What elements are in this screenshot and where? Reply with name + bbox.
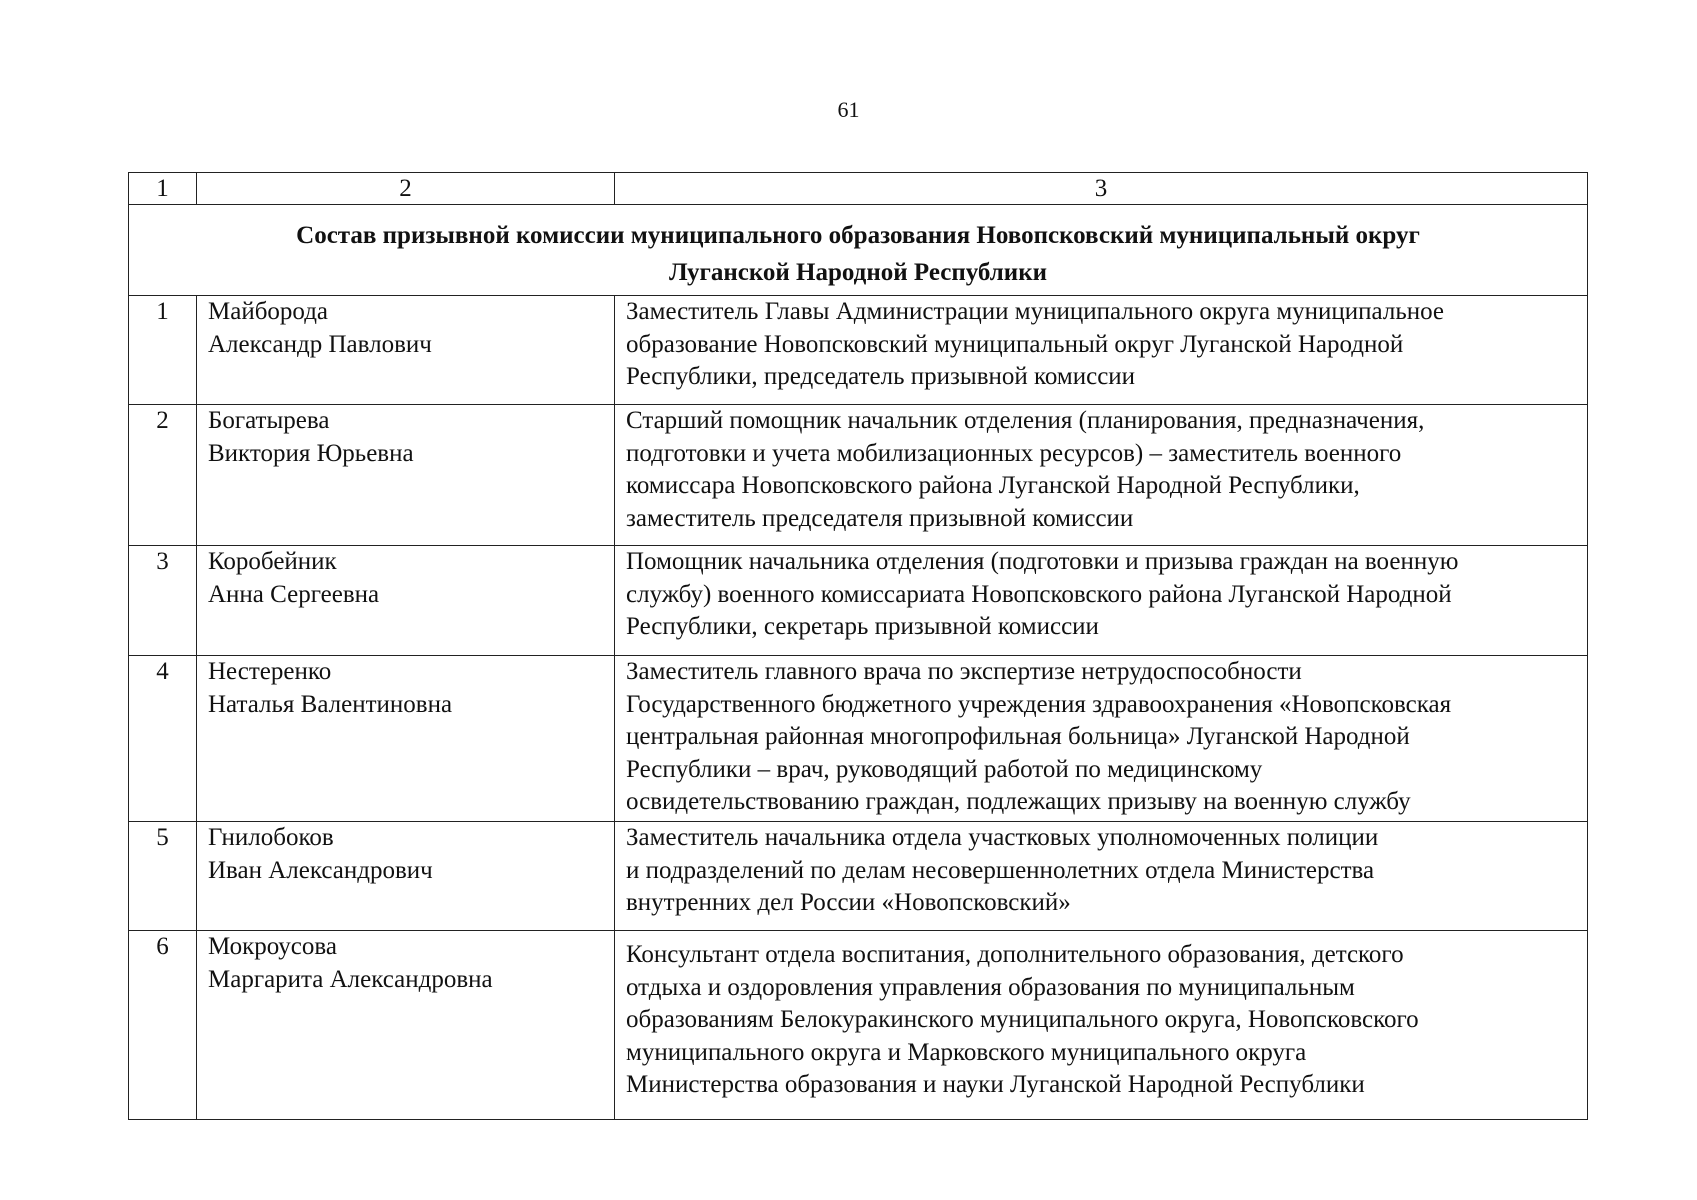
row-number: 4 (129, 656, 197, 822)
position-line: Республики, председатель призывной комиссии (626, 363, 1136, 390)
table-title-row (129, 205, 1588, 296)
page-number: 61 (837, 97, 860, 122)
member-position (615, 822, 1588, 931)
member-name (197, 405, 615, 546)
row-number: 3 (129, 546, 197, 656)
row-number: 5 (129, 822, 197, 931)
member-position (615, 931, 1588, 1120)
member-surname: Гнилобоков (208, 824, 334, 851)
position-line: Республики, секретарь призывной комиссии (626, 613, 1099, 640)
member-position (615, 656, 1588, 822)
position-line: заместитель председателя призывной комиссии (626, 504, 1134, 532)
column-number: 2 (197, 173, 615, 205)
position-line: комиссара Новопсковского района Луганской Народной Республики, (626, 472, 1360, 499)
position-line: образование Новопсковский муниципальный округ Луганской Народной (626, 330, 1404, 358)
table-row (129, 405, 1588, 546)
table-row (129, 296, 1588, 405)
member-given-name: Маргарита Александровна (208, 965, 493, 993)
member-given-name: Наталья Валентиновна (208, 690, 453, 718)
row-number: 6 (129, 931, 197, 1120)
row-number: 1 (129, 296, 197, 405)
commission-title (129, 205, 1588, 296)
table-row (129, 546, 1588, 656)
commission-table (128, 172, 1588, 1120)
position-line: образованиям Белокуракинского муниципального округа, Новопсковского (626, 1006, 1419, 1033)
member-name (197, 822, 615, 931)
position-line: Старший помощник начальник отделения (планирования, предназначения, (626, 407, 1425, 434)
member-surname: Нестеренко (208, 658, 332, 685)
position-line: центральная районная многопрофильная больница» Луганской Народной (626, 723, 1410, 750)
row-number: 2 (129, 405, 197, 546)
column-number-row (129, 173, 1588, 205)
member-surname: Майборода (208, 298, 329, 325)
member-position (615, 405, 1588, 546)
member-given-name: Иван Александрович (208, 856, 433, 884)
position-line: Заместитель начальника отдела участковых уполномоченных полиции (626, 824, 1379, 851)
position-line: Заместитель главного врача по экспертизе нетрудоспособности (626, 658, 1302, 685)
table-row (129, 822, 1588, 931)
position-line: отдыха и оздоровления управления образования по муниципальным (626, 973, 1355, 1001)
column-number: 1 (129, 173, 197, 205)
position-line: подготовки и учета мобилизационных ресурсов) – заместитель военного (626, 439, 1402, 467)
position-line: Государственного бюджетного учреждения здравоохранения «Новопсковская (626, 690, 1452, 718)
member-surname: Богатырева (208, 407, 330, 434)
position-line: Республики – врач, руководящий работой по медицинскому (626, 755, 1263, 783)
position-line: службу) военного комиссариата Новопсковского района Луганской Народной (626, 580, 1452, 608)
position-line: освидетельствованию граждан, подлежащих призыву на военную службу (626, 788, 1411, 815)
position-line: внутренних дел России «Новопсковский» (626, 889, 1071, 916)
member-given-name: Анна Сергеевна (208, 580, 380, 608)
member-surname: Коробейник (208, 548, 337, 575)
member-name (197, 546, 615, 656)
table-row (129, 656, 1588, 822)
column-number: 3 (615, 173, 1588, 205)
member-given-name: Александр Павлович (208, 330, 432, 358)
position-line: Заместитель Главы Администрации муниципального округа муниципальное (626, 298, 1445, 325)
commission-title-line: Луганской Народной Республики (668, 259, 1048, 286)
position-line: Консультант отдела воспитания, дополнительного образования, детского (626, 941, 1404, 968)
member-position (615, 546, 1588, 656)
member-name (197, 296, 615, 405)
table-row (129, 931, 1588, 1120)
member-name (197, 931, 615, 1120)
commission-title-line: Состав призывной комиссии муниципального образования Новопсковский муниципальный округ (296, 222, 1420, 249)
position-line: Министерства образования и науки Луганской Народной Республики (626, 1071, 1365, 1098)
member-surname: Мокроусова (208, 933, 337, 960)
position-line: Помощник начальника отделения (подготовки и призыва граждан на военную (626, 548, 1459, 575)
position-line: и подразделений по делам несовершеннолетних отдела Министерства (626, 856, 1375, 884)
member-name (197, 656, 615, 822)
position-line: муниципального округа и Марковского муниципального округа (626, 1038, 1307, 1066)
member-position (615, 296, 1588, 405)
member-given-name: Виктория Юрьевна (208, 439, 414, 467)
